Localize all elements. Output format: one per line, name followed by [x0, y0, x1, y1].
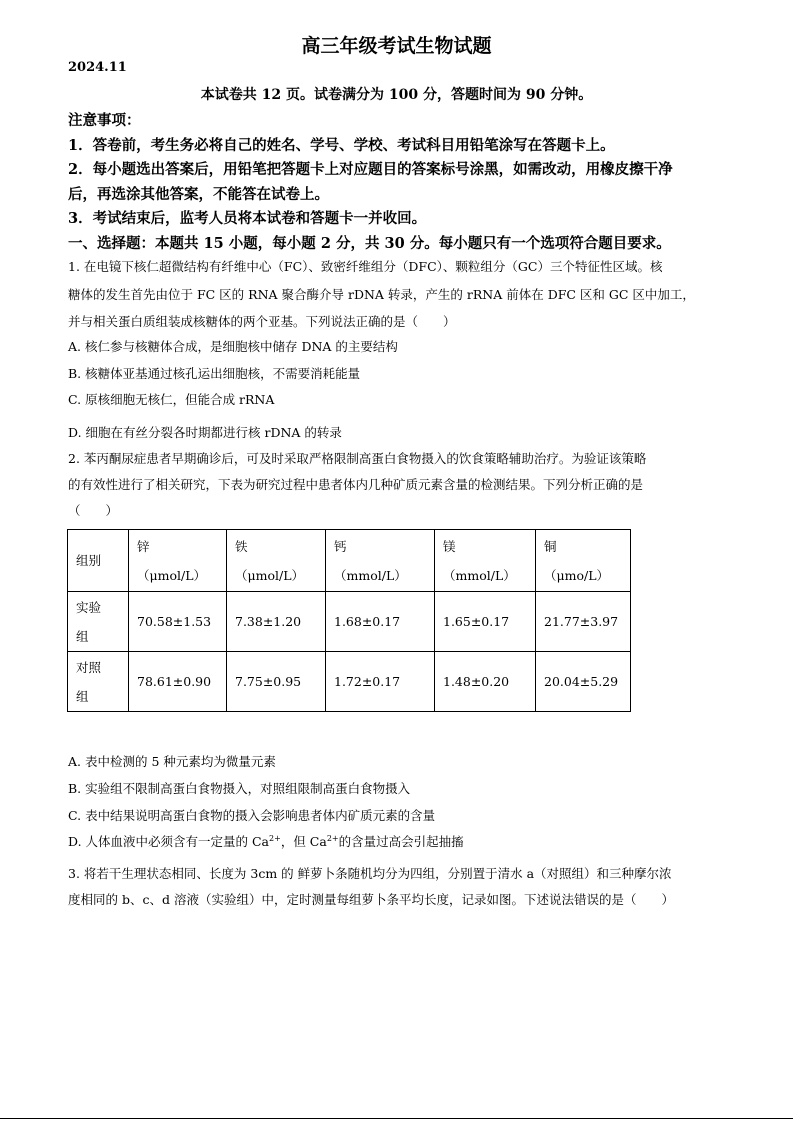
value-cell: 1.65±0.17 [435, 592, 536, 652]
bottom-rule [0, 1118, 793, 1119]
q2-option-a: A. 表中检测的 5 种元素均为微量元素 [68, 754, 276, 769]
group-cell: 实验 组 [68, 592, 129, 652]
exam-info: 本试卷共 12 页。试卷满分为 100 分，答题时间为 90 分钟。 [200, 87, 593, 103]
q2-line-3: （ ） [68, 503, 119, 518]
value-cell: 7.75±0.95 [227, 652, 326, 712]
note-2-cont: 后，再选涂其他答案，不能答在试卷上。 [68, 186, 329, 203]
q3-line-1: 3. 将若干生理状态相同、长度为 3cm 的 鲜萝卜条随机均分为四组，分别置于清水 a（对照组）和三种摩尔浓 [68, 866, 672, 881]
q1-option-b: B. 核糖体亚基通过核孔运出细胞核，不需要消耗能量 [68, 366, 361, 381]
value-cell: 21.77±3.97 [536, 592, 631, 652]
value-cell: 70.58±1.53 [129, 592, 227, 652]
q1-option-a: A. 核仁参与核糖体合成，是细胞核中储存 DNA 的主要结构 [68, 339, 398, 354]
q1-option-d: D. 细胞在有丝分裂各时期都进行核 rDNA 的转录 [68, 425, 342, 440]
q2-option-b: B. 实验组不限制高蛋白食物摄入，对照组限制高蛋白食物摄入 [68, 781, 411, 796]
q2-option-c: C. 表中结果说明高蛋白食物的摄入会影响患者体内矿质元素的含量 [68, 808, 436, 823]
value-cell: 1.68±0.17 [326, 592, 435, 652]
q2-option-d: D. 人体血液中必须含有一定量的 $Ca^{2+}$，但 $Ca^{2+}$的含量过高会引起抽搐 [68, 833, 464, 849]
header-cell: 组别 [68, 530, 129, 592]
value-cell: 1.72±0.17 [326, 652, 435, 712]
q3-line-2: 度相同的 b、c、d 溶液（实验组）中，定时测量每组萝卜条平均长度，记录如图。下述说法错误的是（ ） [68, 892, 674, 907]
q1-option-c: C. 原核细胞无核仁，但能合成 rRNA [68, 392, 275, 407]
exam-date: 2024.11 [68, 60, 127, 75]
header-cell: 钙 （mmol/L） [326, 530, 435, 592]
note-2: 2．每小题选出答案后，用铅笔把答题卡上对应题目的答案标号涂黑，如需改动，用橡皮擦干净 [68, 161, 673, 178]
minerals-table [67, 529, 631, 712]
value-cell: 7.38±1.20 [227, 592, 326, 652]
header-cell: 铜 （μmo/L） [536, 530, 631, 592]
page-title: 高三年级考试生物试题 [301, 35, 492, 57]
q1-line-1: 1. 在电镜下核仁超微结构有纤维中心（FC）、致密纤维组分（DFC）、颗粒组分（GC）三个特征性区域。核 [68, 259, 663, 274]
header-cell: 铁 （μmol/L） [227, 530, 326, 592]
table-header-row [68, 530, 631, 592]
value-cell: 78.61±0.90 [129, 652, 227, 712]
q2-line-2: 的有效性进行了相关研究，下表为研究过程中患者体内几种矿质元素含量的检测结果。下列分析正确的是 [68, 477, 644, 492]
q1-line-2: 糖体的发生首先由位于 FC 区的 RNA 聚合酶介导 rDNA 转录，产生的 rRNA 前体在 DFC 区和 GC 区中加工， [68, 287, 695, 302]
header-cell: 镁 （mmol/L） [435, 530, 536, 592]
note-3: 3．考试结束后，监考人员将本试卷和答题卡一并收回。 [68, 210, 427, 227]
section-heading: 一、选择题：本题共 15 小题，每小题 2 分，共 30 分。每小题只有一个选项符合题目要求。 [68, 235, 671, 252]
q1-line-3: 并与相关蛋白质组装成核糖体的两个亚基。下列说法正确的是（ ） [68, 314, 456, 329]
group-cell: 对照 组 [68, 652, 129, 712]
notes-heading: 注意事项： [68, 112, 141, 129]
value-cell: 1.48±0.20 [435, 652, 536, 712]
value-cell: 20.04±5.29 [536, 652, 631, 712]
table-row [68, 652, 631, 712]
table-row [68, 592, 631, 652]
header-cell: 锌 （μmol/L） [129, 530, 227, 592]
note-1: 1．答卷前，考生务必将自己的姓名、学号、学校、考试科目用铅笔涂写在答题卡上。 [68, 137, 615, 154]
q2-line-1: 2. 苯丙酮尿症患者早期确诊后，可及时采取严格限制高蛋白食物摄入的饮食策略辅助治疗。为验证该策略 [68, 451, 647, 466]
